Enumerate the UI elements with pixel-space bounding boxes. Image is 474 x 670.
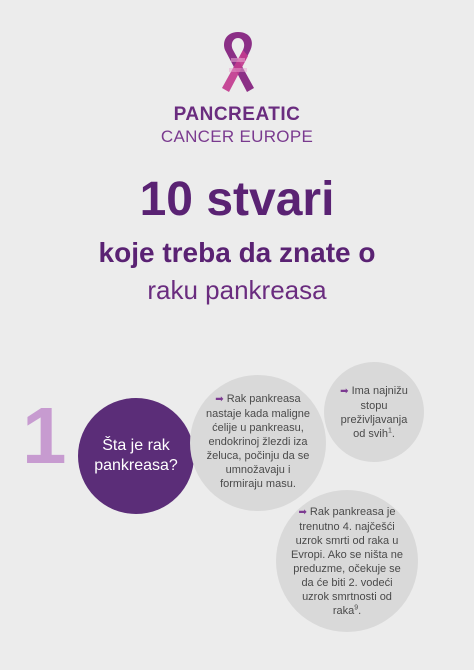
brand-name-line2: CANCER EUROPE <box>160 127 314 146</box>
fact-bubble-3: ➡ Rak pankreasa je trenutno 4. najčešći uzrok smrti od raka u Evropi. Ako se ništa ne preduzme, očekuje se da će biti 2. vodeći uzrok smrtnosti od raka$^9$. <box>276 490 418 632</box>
page-subtitle-topic: raku pankreasa <box>147 275 327 305</box>
fact-bubble-2: ➡ Ima najnižu stopu preživljavanja od svih$^1$. <box>324 362 424 462</box>
arrow-right-icon: ➡ <box>298 506 307 518</box>
footnote-ref: 9 <box>354 603 359 611</box>
question-text: Šta je rak pankreasa? <box>94 437 178 474</box>
arrow-right-icon: ➡ <box>215 393 224 405</box>
footnote-ref: 1 <box>387 426 392 434</box>
fact-bubble-1 <box>190 375 326 511</box>
item-number: 1 <box>22 391 67 480</box>
fact-text-3: Rak pankreasa je trenutno 4. najčešći uzrok smrti od raka u Evropi. Ako se ništa ne preduzme, očekuje se da će biti 2. vodeći uzrok smrtnosti od raka <box>291 505 403 617</box>
arrow-right-icon: ➡ <box>340 385 349 397</box>
page-subtitle: koje treba da znate o <box>98 237 376 268</box>
fact-text-1: Rak pankreasa nastaje kada maligne ćelije u pankreasu, endokrinoj žlezdi iza želuca, počinju da se umnožavaju i formiraju masu. <box>206 392 310 490</box>
question-circle <box>78 398 194 514</box>
fact-text-2: Ima najnižu stopu preživljavanja od svih <box>340 384 408 440</box>
brand-name-line1: PANCREATIC <box>173 104 301 125</box>
page-title: 10 stvari <box>139 173 335 226</box>
awareness-ribbon-logo-icon <box>217 28 259 96</box>
